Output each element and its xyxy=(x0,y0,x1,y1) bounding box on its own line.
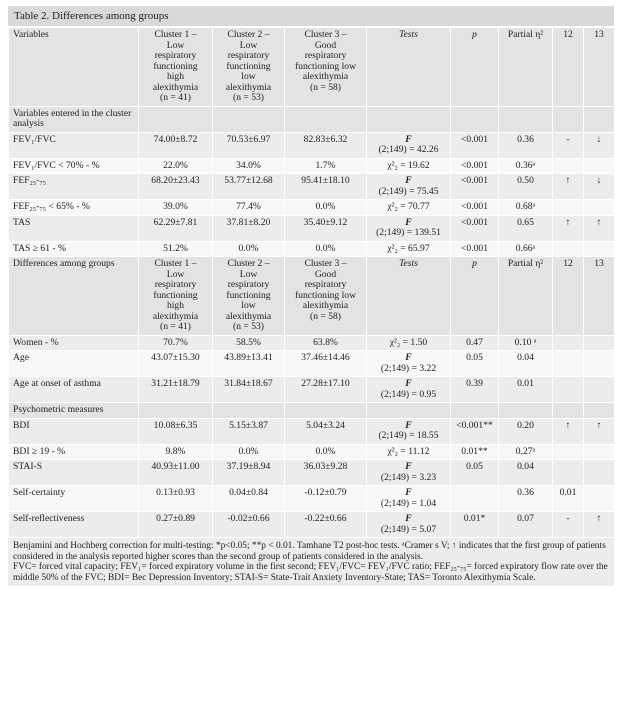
row-test xyxy=(367,158,451,174)
row-variable: Self-certainty xyxy=(9,486,139,512)
row-test-value: χ²₂ = 1.50 xyxy=(389,336,428,348)
row-cluster2: 77.4% xyxy=(213,200,285,216)
row-eta: 0.36ᵃ xyxy=(499,158,553,174)
row-eta: 0.07 xyxy=(499,512,553,538)
row-test-stat: F xyxy=(405,419,412,431)
header-c1-line: (n = 41) xyxy=(160,92,191,103)
row-cluster3: 82.83±6.32 xyxy=(285,132,367,158)
header-eta: Partial η² xyxy=(499,28,553,107)
section-blank xyxy=(213,106,285,132)
row-cluster1: 43.07±15.30 xyxy=(139,351,213,377)
row-eta: 0.01 xyxy=(499,377,553,403)
header-k12: 12 xyxy=(553,28,584,107)
row-p: 0.01** xyxy=(451,444,499,460)
row-cluster2: 53.77±12.68 xyxy=(213,174,285,200)
row-cluster1: 40.93±11.00 xyxy=(139,460,213,486)
section-blank xyxy=(553,106,584,132)
table-row xyxy=(9,241,615,257)
header-row xyxy=(9,28,615,107)
section-blank xyxy=(499,403,553,419)
row-cluster1: 22.0% xyxy=(139,158,213,174)
header-row xyxy=(9,257,615,336)
row-variable: FEV₁/FVC xyxy=(9,132,139,158)
row-test-value: (2;149) = 139.51 xyxy=(376,227,441,238)
row-cluster1: 0.13±0.93 xyxy=(139,486,213,512)
header-k13: 13 xyxy=(584,28,615,107)
row-eta: 0.04 xyxy=(499,351,553,377)
row-test-stat: F xyxy=(405,378,412,389)
table-row xyxy=(9,377,615,403)
row-cluster2: 0.0% xyxy=(213,241,285,257)
note-correction: Benjamini and Hochberg correction for multi-testing: *p<0.05; **p < 0.01. Tamhane T2 post-hoc tests. ᵃCramer s V; ↑ indicates that the first group of patients considered in the analysis reported higher scores than the second group of patients considered in the analysis. xyxy=(13,541,606,562)
header-c2-line: (n = 53) xyxy=(233,92,264,103)
header-c3-line: alexithymia xyxy=(302,300,349,311)
row-k12 xyxy=(553,200,584,216)
row-cluster1: 0.27±0.89 xyxy=(139,512,213,538)
header-c1-line: functioning xyxy=(153,289,198,301)
header-c3 xyxy=(285,257,367,336)
row-p: 0.05 xyxy=(451,351,499,377)
table-row xyxy=(9,158,615,174)
table-row xyxy=(9,215,615,241)
header-c3-line: Cluster 3 – xyxy=(304,258,347,269)
header-c3-line: respiratory xyxy=(304,279,347,290)
row-cluster2: 70.53±6.97 xyxy=(213,132,285,158)
row-p: 0.47 xyxy=(451,335,499,351)
row-k13 xyxy=(584,486,615,512)
row-test-stat: F xyxy=(405,461,412,472)
header-c2-line: respiratory xyxy=(227,279,270,290)
row-cluster2: -0.02±0.66 xyxy=(213,512,285,538)
table-row xyxy=(9,486,615,512)
row-cluster3: 35.40±9.12 xyxy=(285,215,367,241)
row-eta: 0.36 xyxy=(499,132,553,158)
header-c1 xyxy=(139,28,213,107)
table-page xyxy=(8,6,614,586)
row-test xyxy=(367,335,451,351)
table-caption: Table 2. Differences among groups xyxy=(8,6,614,27)
row-variable: STAI-S xyxy=(9,460,139,486)
header-c2-line: Cluster 2 – xyxy=(227,258,270,269)
row-eta: 0.68ᵃ xyxy=(499,200,553,216)
row-test-value: χ²₂ = 70.77 xyxy=(387,201,430,212)
header-k12: 12 xyxy=(553,257,584,336)
section-label: Variables entered in the cluster analysis xyxy=(9,106,139,132)
header-variables: Differences among groups xyxy=(9,257,139,336)
row-test xyxy=(367,418,451,444)
row-cluster2: 37.81±8.20 xyxy=(213,215,285,241)
note-abbreviations: FVC= forced vital capacity; FEV₁= forced expiratory volume in the first second; FEV₁/FVC= FEV₁/FVC ratio; FEF₂₅-₇₅= forced expiratory flow rate over the middle 50% of the FVC; BDI= Bec Depression Inventory; STAI-S= State-Trait Anxiety Inventory-State; TAS= Toronto Alexithymia Scale. xyxy=(13,562,608,583)
section-blank xyxy=(451,106,499,132)
row-test-value: (2;149) = 5.07 xyxy=(380,523,437,535)
row-test xyxy=(367,241,451,257)
row-variable: FEV₁/FVC < 70% - % xyxy=(9,158,139,174)
section-blank xyxy=(139,106,213,132)
row-variable: Age at onset of asthma xyxy=(9,377,139,403)
row-test-value: (2;149) = 1.04 xyxy=(380,497,437,509)
header-c1-line: high xyxy=(166,71,185,82)
table-row xyxy=(9,200,615,216)
header-c1-line: alexithymia xyxy=(152,310,199,322)
header-c2-line: respiratory xyxy=(227,50,270,61)
header-c1 xyxy=(139,257,213,336)
section-blank xyxy=(285,403,367,419)
row-p: <0.001 xyxy=(451,215,499,241)
row-k13 xyxy=(584,351,615,377)
header-c2 xyxy=(213,28,285,107)
header-p: p xyxy=(451,28,499,107)
row-k13 xyxy=(584,241,615,257)
row-k12 xyxy=(553,377,584,403)
row-variable: FEF₂₅-₇₅ < 65% - % xyxy=(9,200,139,216)
row-p: <0.001 xyxy=(451,158,499,174)
row-cluster3: 36.03±9.28 xyxy=(285,460,367,486)
row-cluster1: 62.29±7.81 xyxy=(139,215,213,241)
row-test-value: χ²₂ = 19.62 xyxy=(387,159,430,171)
section-blank xyxy=(499,106,553,132)
table-row xyxy=(9,132,615,158)
row-k13: ↑ xyxy=(584,418,615,444)
row-k13 xyxy=(584,444,615,460)
header-tests: Tests xyxy=(367,257,451,336)
header-c1-line: Low xyxy=(166,268,185,280)
section-blank xyxy=(139,403,213,419)
row-eta: 0.50 xyxy=(499,174,553,200)
row-cluster2: 58.5% xyxy=(213,335,285,351)
header-c2-line: low xyxy=(241,300,256,311)
section-blank xyxy=(451,403,499,419)
row-cluster1: 74.00±8.72 xyxy=(139,132,213,158)
row-cluster3: 63.8% xyxy=(285,335,367,351)
header-c2-line: functioning xyxy=(226,289,271,301)
header-c2-line: functioning xyxy=(226,60,271,72)
row-test-value: (2;149) = 42.26 xyxy=(378,144,439,155)
row-eta: 0.65 xyxy=(499,215,553,241)
row-cluster1: 31.21±18.79 xyxy=(139,377,213,403)
section-row xyxy=(9,403,615,419)
header-c2-line: alexithymia xyxy=(225,310,272,322)
header-c1-line: alexithymia xyxy=(152,81,199,93)
row-k12 xyxy=(553,158,584,174)
row-variable: BDI xyxy=(9,418,139,444)
header-tests: Tests xyxy=(367,28,451,107)
row-k12: 0.01 xyxy=(553,486,584,512)
row-k12: ↑ xyxy=(553,418,584,444)
table-row xyxy=(9,335,615,351)
row-eta: 0.36 xyxy=(499,486,553,512)
row-test-stat: F xyxy=(405,133,412,145)
row-p: 0.05 xyxy=(451,460,499,486)
row-test-stat: F xyxy=(405,513,412,524)
table-notes xyxy=(8,538,614,586)
row-test xyxy=(367,512,451,538)
section-label: Psychometric measures xyxy=(9,403,139,419)
row-k13 xyxy=(584,377,615,403)
row-cluster1: 39.0% xyxy=(139,200,213,216)
row-variable: TAS xyxy=(9,215,139,241)
row-variable: FEF₂₅-₇₅ xyxy=(9,174,139,200)
row-test-value: (2;149) = 0.95 xyxy=(380,388,437,400)
row-p: <0.001 xyxy=(451,132,499,158)
row-cluster2: 0.0% xyxy=(213,444,285,460)
row-cluster3: 27.28±17.10 xyxy=(285,377,367,403)
results-table xyxy=(8,27,615,538)
section-blank xyxy=(285,106,367,132)
section-blank xyxy=(553,403,584,419)
header-p: p xyxy=(451,257,499,336)
row-test xyxy=(367,132,451,158)
row-cluster2: 5.15±3.87 xyxy=(213,418,285,444)
row-variable: Self-reflectiveness xyxy=(9,512,139,538)
header-c1-line: respiratory xyxy=(154,279,197,290)
header-c3-line: Good xyxy=(314,39,337,51)
row-eta: 0.66ᵃ xyxy=(499,241,553,257)
row-test xyxy=(367,444,451,460)
section-blank xyxy=(213,403,285,419)
header-c3-line: functioning low xyxy=(294,60,357,72)
header-c1-line: Low xyxy=(166,39,185,51)
row-cluster3: 0.0% xyxy=(285,444,367,460)
header-c3-line: functioning low xyxy=(294,289,357,301)
row-k13: ↓ xyxy=(584,174,615,200)
row-test-stat: F xyxy=(405,175,412,186)
table-row xyxy=(9,444,615,460)
header-c2 xyxy=(213,257,285,336)
row-test-stat: F xyxy=(405,487,412,498)
table-row xyxy=(9,174,615,200)
row-eta: 0.04 xyxy=(499,460,553,486)
header-c1-line: respiratory xyxy=(154,50,197,61)
row-eta: 0.20 xyxy=(499,418,553,444)
row-p: 0.01* xyxy=(451,512,499,538)
row-test-value: χ²₂ = 65.97 xyxy=(387,242,430,254)
header-c2-line: (n = 53) xyxy=(233,321,264,332)
row-test xyxy=(367,200,451,216)
row-variable: Age xyxy=(9,351,139,377)
header-c2-line: Cluster 2 – xyxy=(227,29,270,40)
row-cluster3: -0.22±0.66 xyxy=(285,512,367,538)
table-row xyxy=(9,512,615,538)
row-k12 xyxy=(553,444,584,460)
row-test-value: (2;149) = 75.45 xyxy=(378,185,439,197)
row-k12 xyxy=(553,335,584,351)
section-blank xyxy=(367,403,451,419)
row-test-stat: F xyxy=(405,216,412,228)
row-eta: 0.10 ᵃ xyxy=(499,335,553,351)
row-test-value: (2;149) = 3.22 xyxy=(380,362,437,374)
section-blank xyxy=(584,403,615,419)
header-c3-line: alexithymia xyxy=(302,71,349,82)
header-c3-line: respiratory xyxy=(304,50,347,61)
header-variables: Variables xyxy=(9,28,139,107)
section-row xyxy=(9,106,615,132)
header-eta: Partial η² xyxy=(499,257,553,336)
row-test-value: (2;149) = 3.23 xyxy=(380,471,437,483)
row-k12 xyxy=(553,460,584,486)
row-p: <0.001 xyxy=(451,200,499,216)
row-cluster1: 68.20±23.43 xyxy=(139,174,213,200)
row-variable: BDI ≥ 19 - % xyxy=(9,444,139,460)
row-test xyxy=(367,215,451,241)
header-c1-line: Cluster 1 – xyxy=(154,258,197,269)
header-c2-line: alexithymia xyxy=(225,81,272,93)
row-test xyxy=(367,351,451,377)
section-blank xyxy=(367,106,451,132)
row-k12: - xyxy=(553,512,584,538)
row-k13 xyxy=(584,460,615,486)
row-cluster3: 0.0% xyxy=(285,200,367,216)
row-eta: 0.27ᵃ xyxy=(499,444,553,460)
table-row xyxy=(9,418,615,444)
row-test xyxy=(367,174,451,200)
row-cluster2: 31.84±18.67 xyxy=(213,377,285,403)
row-cluster3: 5.04±3.24 xyxy=(285,418,367,444)
header-c1-line: high xyxy=(166,300,185,311)
row-cluster1: 70.7% xyxy=(139,335,213,351)
header-c1-line: (n = 41) xyxy=(160,321,191,332)
header-c3-line: Cluster 3 – xyxy=(304,29,347,40)
row-cluster2: 34.0% xyxy=(213,158,285,174)
header-c3-line: Good xyxy=(314,268,337,280)
row-p: <0.001** xyxy=(451,418,499,444)
section-blank xyxy=(584,106,615,132)
row-cluster2: 37.19±8.94 xyxy=(213,460,285,486)
row-k12: - xyxy=(553,132,584,158)
row-k12: ↑ xyxy=(553,215,584,241)
row-k13: ↓ xyxy=(584,132,615,158)
row-cluster1: 10.08±6.35 xyxy=(139,418,213,444)
row-k13 xyxy=(584,335,615,351)
row-cluster3: 95.41±18.10 xyxy=(285,174,367,200)
header-c3-line: (n = 58) xyxy=(310,310,341,322)
header-c2-line: Low xyxy=(239,39,258,51)
row-cluster1: 51.2% xyxy=(139,241,213,257)
row-variable: TAS ≥ 61 - % xyxy=(9,241,139,257)
table-row xyxy=(9,460,615,486)
row-p: <0.001 xyxy=(451,174,499,200)
row-k13: ↑ xyxy=(584,512,615,538)
row-cluster2: 0.04±0.84 xyxy=(213,486,285,512)
row-k12 xyxy=(553,351,584,377)
row-cluster3: 1.7% xyxy=(285,158,367,174)
row-k13 xyxy=(584,158,615,174)
row-cluster3: 37.46±14.46 xyxy=(285,351,367,377)
header-c1-line: Cluster 1 – xyxy=(154,29,197,40)
row-p xyxy=(451,486,499,512)
row-test-value: χ²₂ = 11.12 xyxy=(387,445,430,457)
row-variable: Women - % xyxy=(9,335,139,351)
header-c3 xyxy=(285,28,367,107)
row-cluster1: 9.8% xyxy=(139,444,213,460)
header-c2-line: Low xyxy=(239,268,258,280)
row-k12: ↑ xyxy=(553,174,584,200)
header-c3-line: (n = 58) xyxy=(310,81,341,93)
row-test xyxy=(367,377,451,403)
header-c2-line: low xyxy=(241,71,256,82)
row-test-stat: F xyxy=(405,352,412,363)
row-cluster3: -0.12±0.79 xyxy=(285,486,367,512)
row-test-value: (2;149) = 18.55 xyxy=(378,430,439,441)
row-cluster3: 0.0% xyxy=(285,241,367,257)
row-k12 xyxy=(553,241,584,257)
row-test xyxy=(367,486,451,512)
row-p: <0.001 xyxy=(451,241,499,257)
row-cluster2: 43.89±13.41 xyxy=(213,351,285,377)
row-k13 xyxy=(584,200,615,216)
header-k13: 13 xyxy=(584,257,615,336)
table-row xyxy=(9,351,615,377)
row-p: 0.39 xyxy=(451,377,499,403)
row-test xyxy=(367,460,451,486)
row-k13: ↑ xyxy=(584,215,615,241)
header-c1-line: functioning xyxy=(153,60,198,72)
